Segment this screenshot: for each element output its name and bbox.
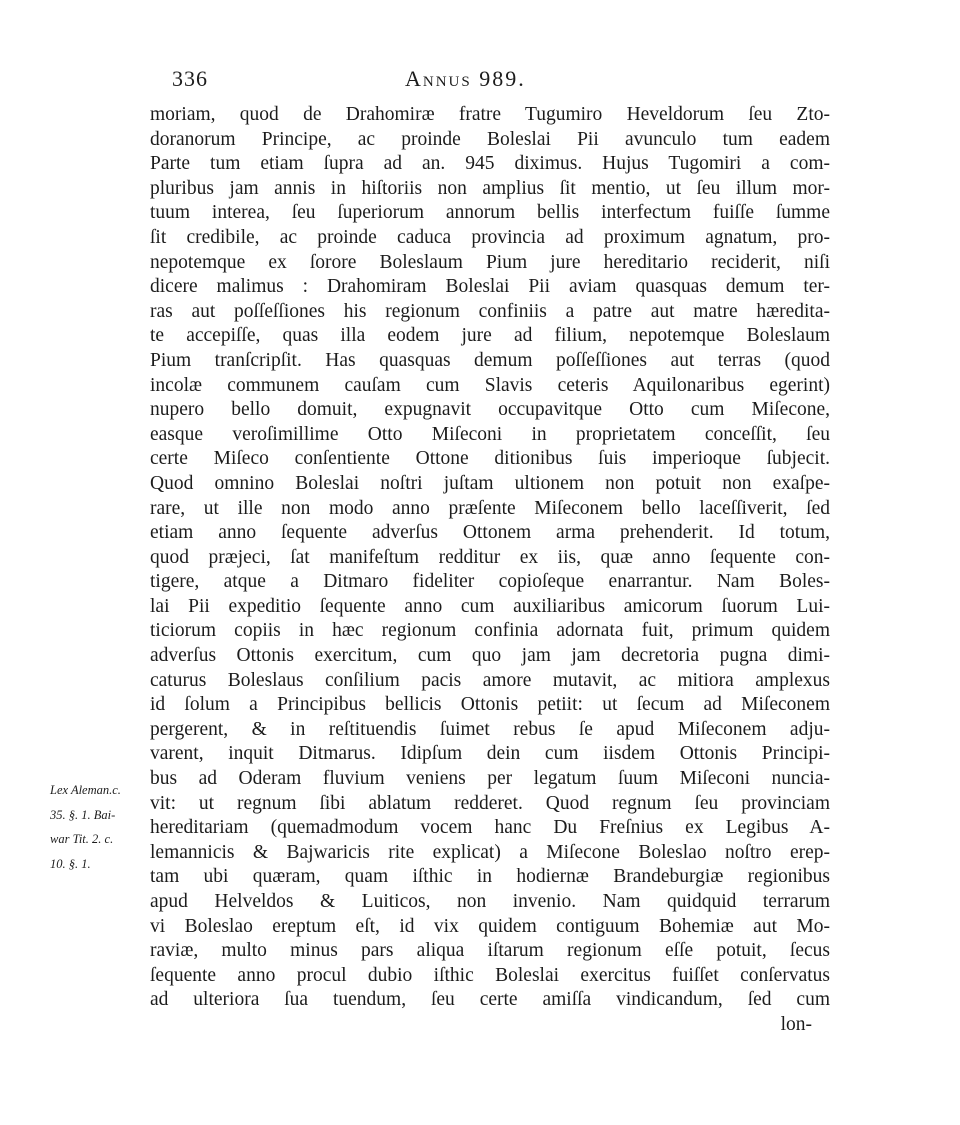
text-line: bus ad Oderam fluvium veniens per legatum ſuum Miſeconi nuncia- <box>150 768 830 790</box>
text-line: vit: ut regnum ſibi ablatum redderet. Quod regnum ſeu provinciam <box>150 792 830 814</box>
text-line: certe Miſeco conſentiente Ottone ditionibus ſuis imperioque ſubjecit. <box>150 448 830 470</box>
text-line: id ſolum a Principibus bellicis Ottonis petiit: ut ſecum ad Miſeconem <box>150 694 830 716</box>
text-line: lai Pii expeditio ſequente anno cum auxiliaribus amicorum ſuorum Lui- <box>150 595 830 617</box>
text-line: te accepiſſe, quas illa eodem jure ad filium, nepotemque Boleslaum <box>150 325 830 347</box>
text-line: caturus Boleslaus conſilium pacis amore mutavit, ac mitiora amplexus <box>150 669 830 691</box>
text-line: quod præjeci, ſat manifeſtum redditur ex iis, quæ anno ſequente con- <box>150 546 830 568</box>
text-line: apud Helveldos & Luiticos, non invenio. Nam quidquid terrarum <box>150 891 830 912</box>
text-line: ad ulteriora ſua tuendum, ſeu certe amiſſa vindicandum, ſed cum <box>150 989 830 1011</box>
margin-note-line: 35. §. 1. Bai- <box>50 807 116 822</box>
text-line: pluribus jam annis in hiſtoriis non amplius ſit mentio, ut ſeu illum mor- <box>150 177 830 199</box>
margin-note-line: Lex Aleman.c. <box>50 783 121 797</box>
page-header <box>150 66 830 102</box>
text-line: tam ubi quæram, quam iſthic in hodiernæ Brandeburgiæ regionibus <box>150 866 830 888</box>
margin-note-line: war Tit. 2. c. <box>50 832 114 847</box>
margin-note-line: 10. §. 1. <box>50 856 91 871</box>
text-line: varent, inquit Ditmarus. Idipſum dein cum iisdem Ottonis Principi- <box>150 743 830 765</box>
text-line: nepotemque ex ſorore Boleslaum Pium jure hereditario reciderit, niſi <box>150 251 830 273</box>
text-line: Parte tum etiam ſupra ad an. 945 diximus. Hujus Tugomiri a com- <box>150 153 830 175</box>
text-line: raviæ, multo minus pars aliqua iſtarum regionum eſſe potuit, ſecus <box>150 940 830 962</box>
running-head: Annus 989. <box>405 66 526 91</box>
body-text <box>150 103 830 1038</box>
text-line: rare, ut ille non modo anno præſente Miſeconem bello laceſſiverit, ſed <box>150 497 830 519</box>
text-line: dicere malimus : Drahomiram Boleslai Pii aviam quasquas demum ter- <box>150 276 830 298</box>
text-line: doranorum Principe, ac proinde Boleslai Pii avunculo tum eadem <box>150 128 830 150</box>
page-number: 336 <box>172 66 208 91</box>
text-line: ſit credibile, ac proinde caduca provincia ad proximum agnatum, pro- <box>150 226 830 248</box>
text-line: Quod omnino Boleslai noſtri juſtam ultionem non potuit non exaſpe- <box>150 472 830 494</box>
text-line: vi Boleslao ereptum eſt, id vix quidem contiguum Bohemiæ aut Mo- <box>150 915 830 937</box>
text-line: Pium tranſcripſit. Has quasquas demum poſſeſſiones aut terras (quod <box>150 349 830 371</box>
text-line: hereditariam (quemadmodum vocem hanc Du Freſnius ex Legibus A- <box>150 817 830 839</box>
text-line: etiam anno ſequente adverſus Ottonem arma prehenderit. Id totum, <box>150 522 830 544</box>
text-line: moriam, quod de Drahomiræ fratre Tugumiro Heveldorum ſeu Zto- <box>150 104 830 125</box>
text-line: pergerent, & in reſtituendis ſuimet rebus ſe apud Miſeconem adju- <box>150 718 830 740</box>
text-line: adverſus Ottonis exercitum, cum quo jam jam decretoria pugna dimi- <box>150 645 830 667</box>
text-line: tigere, atque a Ditmaro fideliter copioſeque enarrantur. Nam Boles- <box>150 571 830 593</box>
text-line: ſequente anno procul dubio iſthic Boleslai exercitus fuiſſet conſervatus <box>150 964 830 986</box>
text-line: ticiorum copiis in hæc regionum confinia adornata fuit, primum quidem <box>150 620 830 642</box>
margin-note <box>50 778 155 876</box>
text-line: easque veroſimillime Otto Miſeconi in proprietatem conceſſit, ſeu <box>150 423 830 445</box>
catchword: lon- <box>780 1013 812 1035</box>
text-line: lemannicis & Bajwaricis rite explicat) a Miſecone Boleslao noſtro erep- <box>150 841 830 863</box>
text-line: tuum interea, ſeu ſuperiorum annorum bellis interfectum fuiſſe ſumme <box>150 202 830 224</box>
text-line: ras aut poſſeſſiones his regionum confiniis a patre aut matre hæredita- <box>150 300 830 322</box>
text-line: incolæ communem cauſam cum Slavis ceteris Aquilonaribus egerint) <box>150 374 830 396</box>
text-line: nupero bello domuit, expugnavit occupavitque Otto cum Miſecone, <box>150 399 830 421</box>
